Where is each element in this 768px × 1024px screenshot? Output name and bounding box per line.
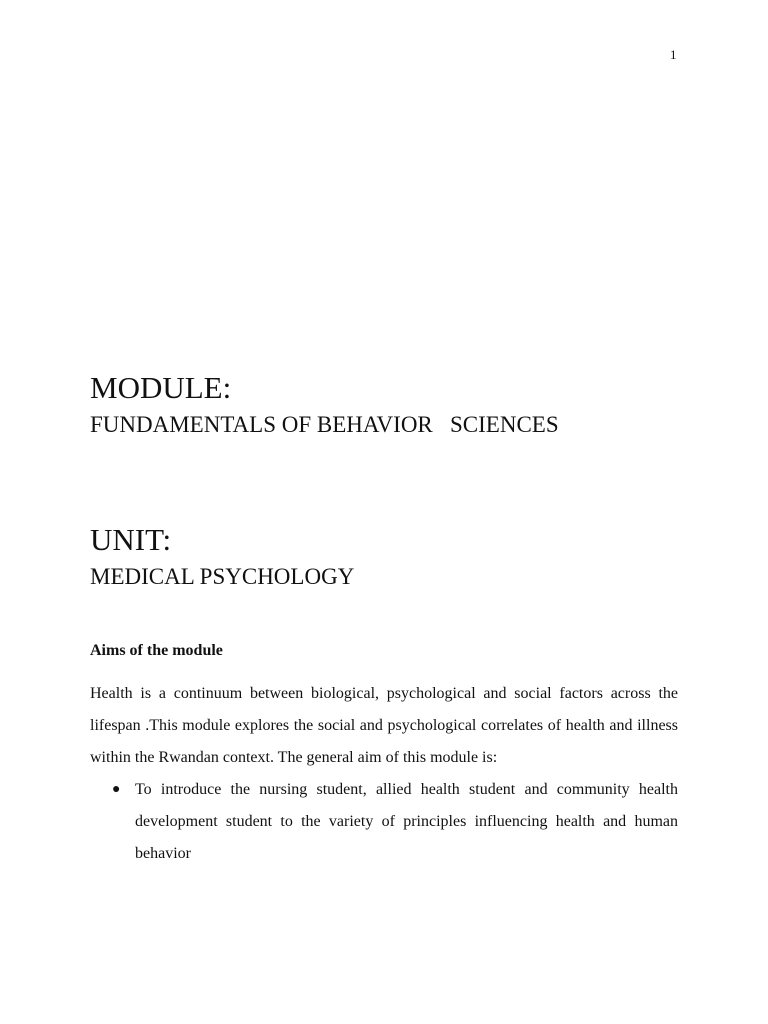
unit-title: MEDICAL PSYCHOLOGY	[90, 564, 355, 589]
module-title: FUNDAMENTALS OF BEHAVIOR SCIENCES	[90, 412, 559, 437]
bullet-icon: ●	[112, 782, 121, 797]
aims-bullet-list	[90, 774, 678, 870]
module-heading: MODULE:	[90, 370, 232, 405]
aims-bullet-item	[90, 774, 678, 870]
aims-paragraph: Health is a continuum between biological, psychological and social factors across the lifespan .This module explores the social and psychological correlates of health and illness within the Rwandan context. The general aim of this module is:	[90, 685, 678, 766]
aims-heading: Aims of the module	[90, 642, 223, 659]
aims-bullet-text: To introduce the nursing student, allied health student and community health development student to the variety of principles influencing health and human behavior	[135, 781, 678, 862]
unit-heading: UNIT:	[90, 522, 172, 557]
page-number: 1	[670, 47, 677, 62]
